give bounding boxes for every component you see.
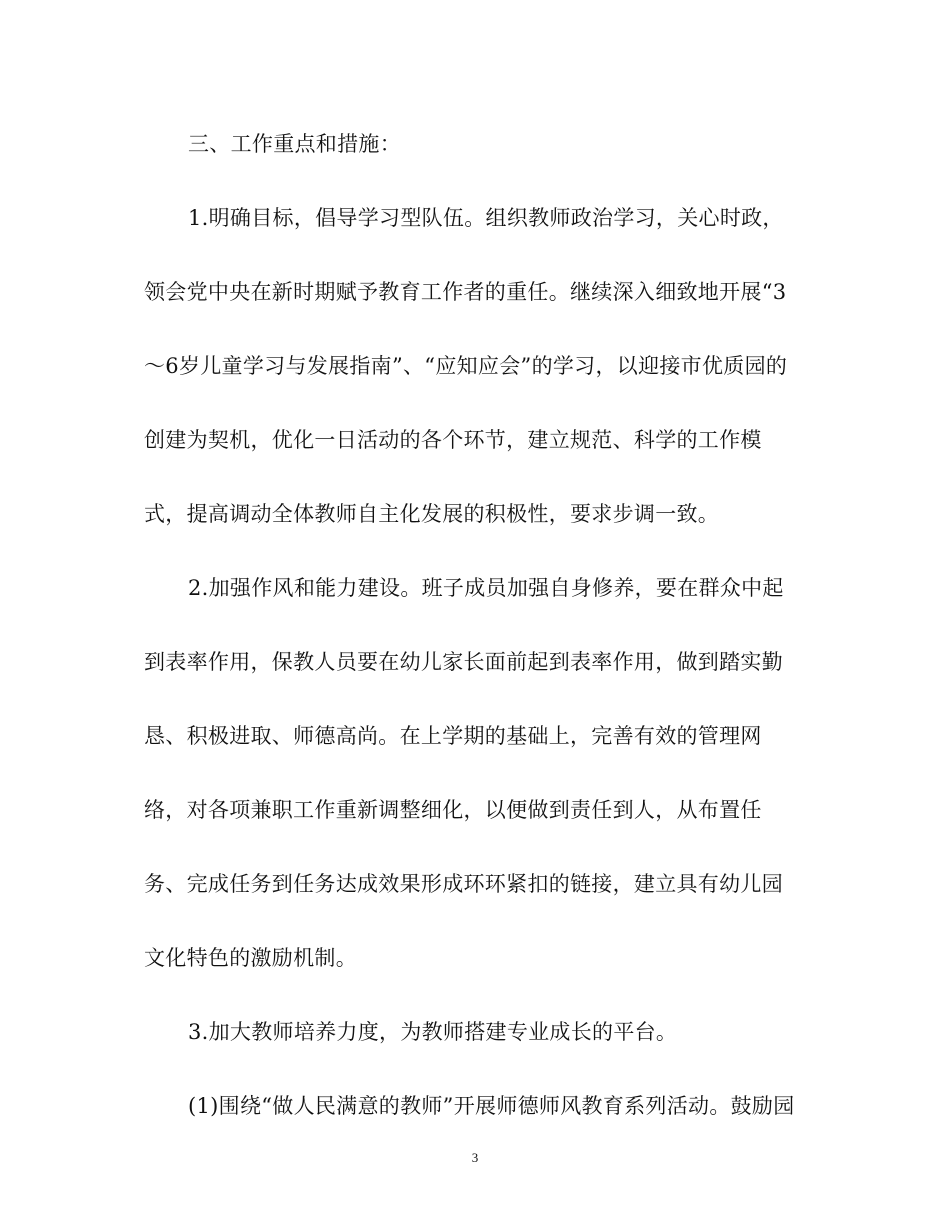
section-heading: 三、工作重点和措施：: [188, 132, 401, 156]
paragraph-line: 创建为契机，优化一日活动的各个环节，建立规范、科学的工作模: [144, 428, 762, 452]
page-number: 3: [471, 1150, 479, 1165]
paragraph-line: ～6岁儿童学习与发展指南”、“应知应会”的学习，以迎接市优质园的: [144, 354, 788, 378]
paragraph-line: 文化特色的激励机制。: [144, 946, 357, 970]
paragraph-line: 1.明确目标，倡导学习型队伍。组织教师政治学习，关心时政，: [188, 206, 784, 230]
paragraph-line: 式，提高调动全体教师自主化发展的积极性，要求步调一致。: [144, 502, 720, 526]
paragraph-line: 3.加大教师培养力度，为教师搭建专业成长的平台。: [188, 1020, 678, 1044]
paragraph-line: 恳、积极进取、师德高尚。在上学期的基础上，完善有效的管理网: [144, 724, 762, 748]
paragraph-line: 务、完成任务到任务达成效果形成环环紧扣的链接，建立具有幼儿园: [144, 872, 783, 896]
paragraph-line: 络，对各项兼职工作重新调整细化，以便做到责任到人，从布置任: [144, 798, 762, 822]
paragraph-line: 到表率作用，保教人员要在幼儿家长面前起到表率作用，做到踏实勤: [144, 650, 783, 674]
paragraph-line: 2.加强作风和能力建设。班子成员加强自身修养，要在群众中起: [188, 576, 784, 600]
paragraph-line: 领会党中央在新时期赋予教育工作者的重任。继续深入细致地开展“3: [144, 280, 787, 304]
paragraph-line: (1)围绕“做人民满意的教师”开展师德师风教育系列活动。鼓励园: [188, 1094, 795, 1118]
